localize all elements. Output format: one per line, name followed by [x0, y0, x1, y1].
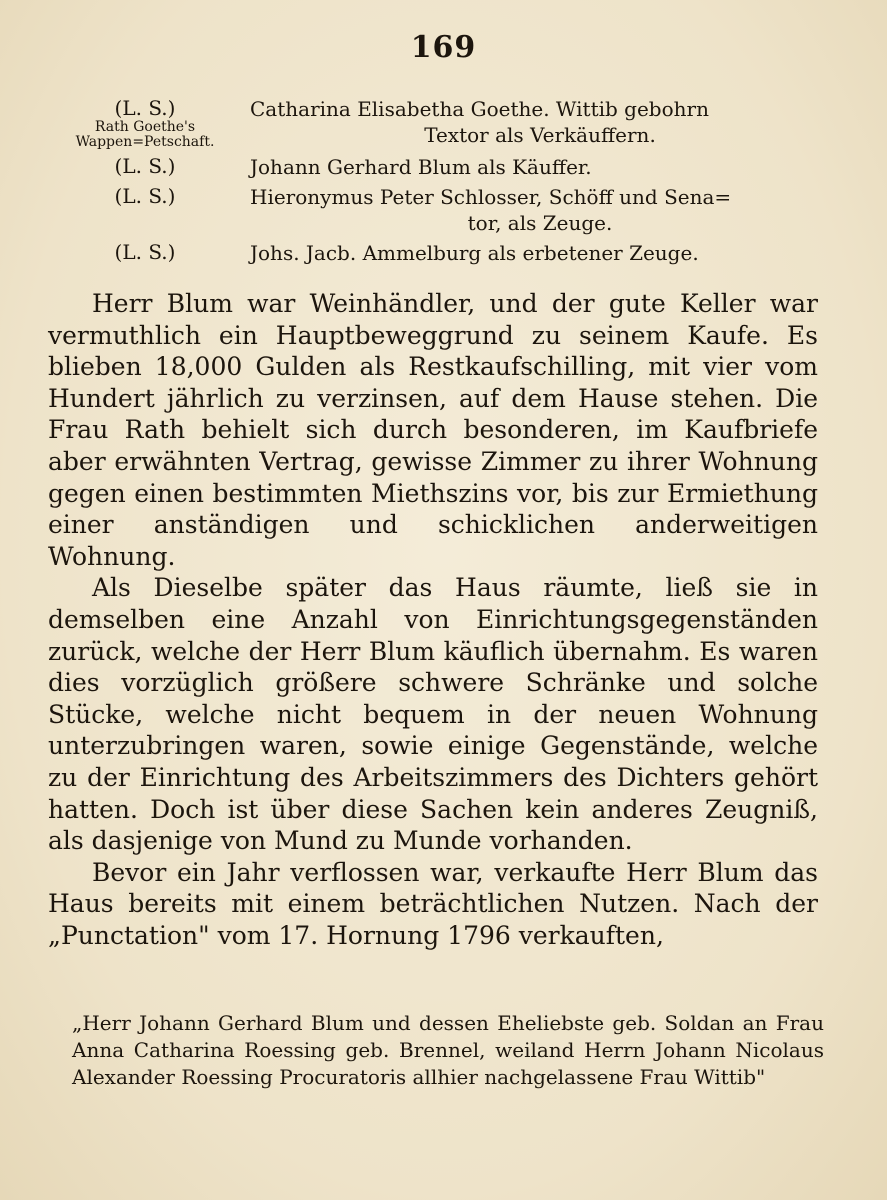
- signatory-line: Hieronymus Peter Schlosser, Schöff und Sena=: [250, 185, 732, 209]
- seal-column: [40, 96, 250, 150]
- seal-column: [40, 240, 250, 266]
- paragraph: Bevor ein Jahr verflossen war, verkaufte Herr Blum das Haus bereits mit einem beträchtlichen Nutzen. Nach der „Punctation" vom 17. Hornung 1796 verkauften,: [48, 857, 818, 950]
- signatory-line: Catharina Elisabetha Goethe. Wittib gebohrn: [250, 97, 709, 121]
- seal-column: [40, 154, 250, 180]
- signatory-line: Johann Gerhard Blum als Käuffer.: [250, 155, 592, 179]
- signatory-line: Johs. Jacb. Ammelburg als erbetener Zeuge.: [250, 241, 699, 265]
- locus-sigilli: (L. S.): [114, 240, 176, 264]
- locus-sigilli: (L. S.): [114, 184, 176, 208]
- page-number: 169: [410, 30, 477, 65]
- signatory-text: [250, 184, 830, 236]
- signature-row: [40, 154, 830, 180]
- seal-column: [40, 184, 250, 236]
- quotation: „Herr Johann Gerhard Blum und dessen Eheliebste geb. Soldan an Frau Anna Catharina Roessing geb. Brennel, weiland Herrn Johann Nicolaus Alexander Roessing Procuratoris allhier nachgelassene Frau Wittib": [72, 1011, 824, 1089]
- signatory-text: [250, 240, 830, 266]
- signature-block: [40, 96, 830, 270]
- signatory-text: [250, 96, 830, 150]
- paragraph: Herr Blum war Weinhändler, und der gute Keller war vermuthlich ein Hauptbeweggrund zu seinem Kaufe. Es blieben 18,000 Gulden als Restkaufschilling, mit vier vom Hundert jährlich zu verzinsen, auf dem Hause stehen. Die Frau Rath behielt sich durch besonderen, im Kaufbriefe aber erwähnten Vertrag, gewisse Zimmer zu ihrer Wohnung gegen einen bestimmten Miethszins vor, bis zur Ermiethung einer anständigen und schicklichen anderweitigen Wohnung.: [48, 289, 818, 571]
- signature-row: [40, 240, 830, 266]
- locus-sigilli: (L. S.): [114, 154, 176, 178]
- signatory-text: [250, 154, 830, 180]
- locus-sigilli: (L. S.): [114, 96, 176, 120]
- signatory-line: Textor als Verkäuffern.: [424, 123, 656, 147]
- signature-row: [40, 96, 830, 150]
- seal-note: Rath Goethe's: [94, 119, 196, 135]
- seal-note: Wappen=Petschaft.: [75, 134, 215, 150]
- paragraph: Als Dieselbe später das Haus räumte, ließ sie in demselben eine Anzahl von Einrichtungsgegenständen zurück, welche der Herr Blum käuflich übernahm. Es waren dies vorzüglich größere schwere Schränke und solche Stücke, welche nicht bequem in der neuen Wohnung unterzubringen waren, sowie einige Gegenstände, welche zu der Einrichtung des Arbeitszimmers des Dichters gehört hatten. Doch ist über diese Sachen kein anderes Zeugniß, als dasjenige von Mund zu Munde vorhanden.: [48, 573, 818, 856]
- signature-row: [40, 184, 830, 236]
- body-text: [48, 288, 818, 951]
- signatory-line: tor, als Zeuge.: [467, 211, 613, 235]
